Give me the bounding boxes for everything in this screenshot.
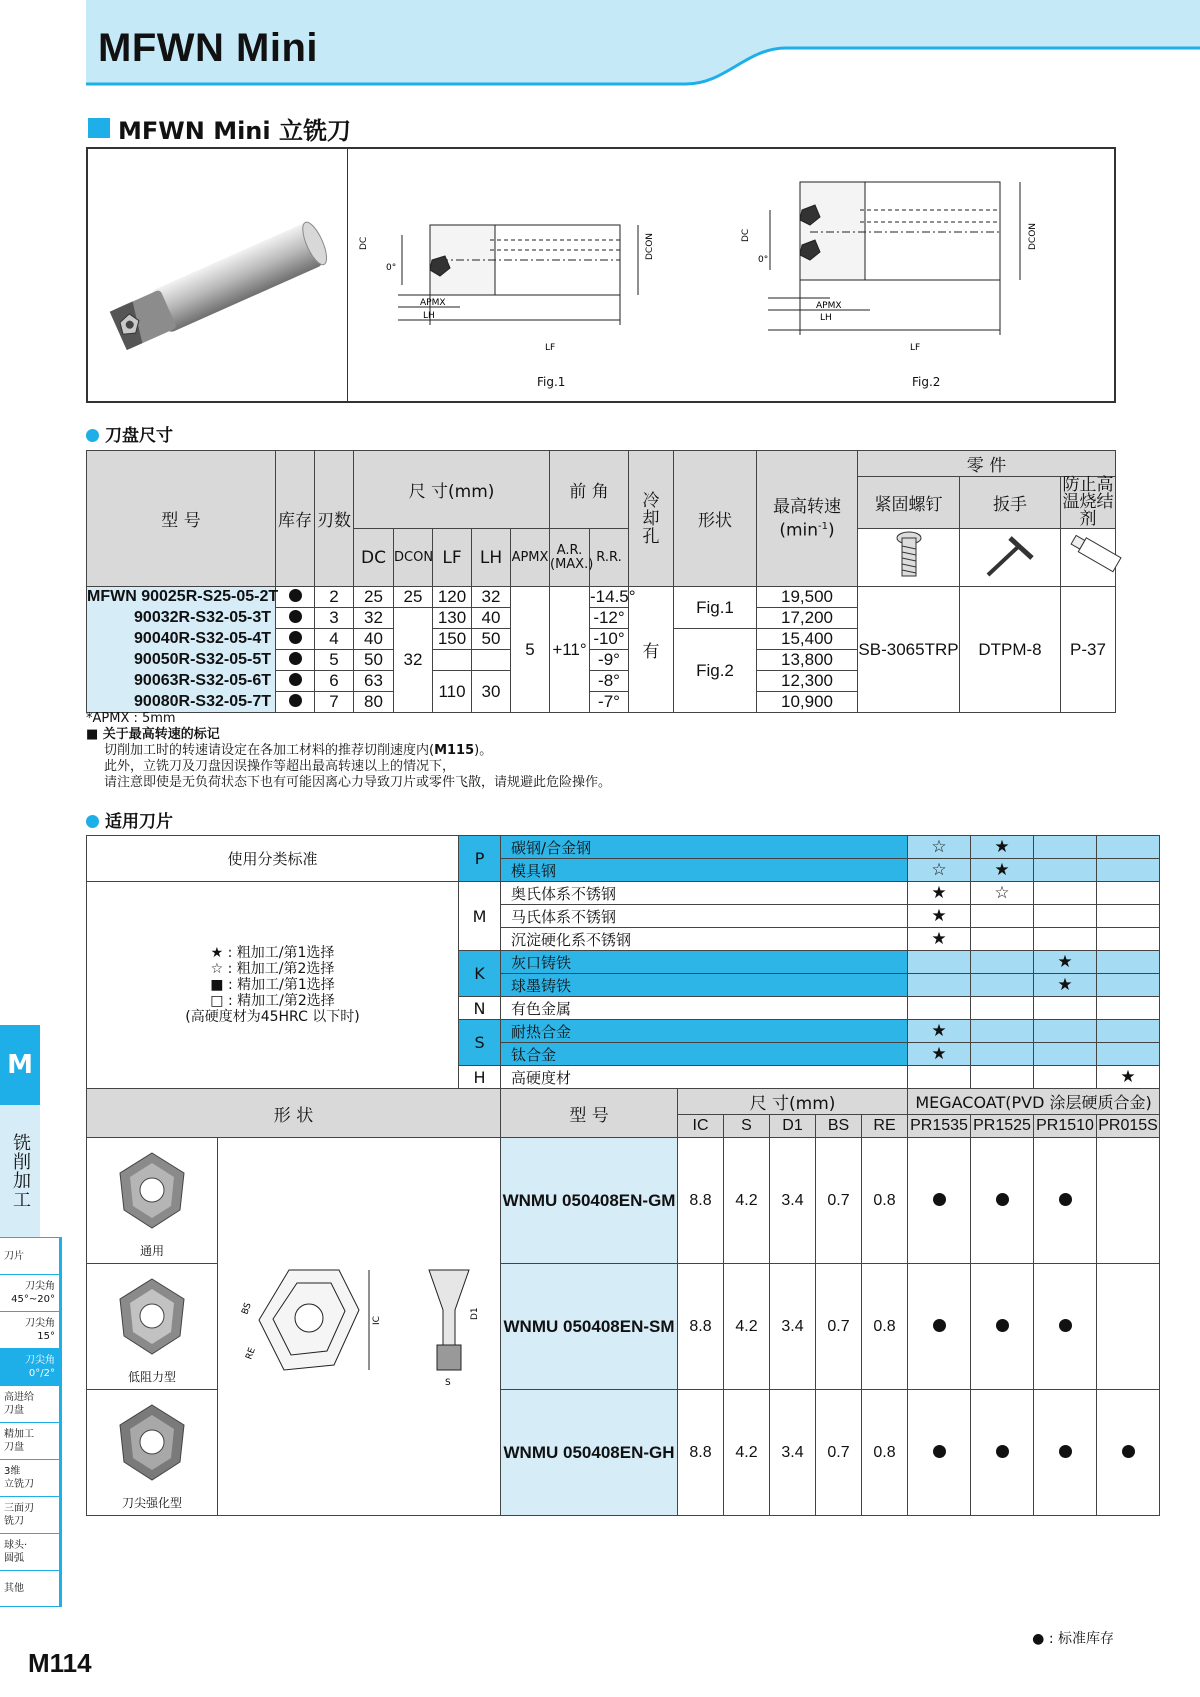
stock-dot bbox=[971, 1138, 1034, 1264]
cell-lf: 120 bbox=[433, 587, 472, 608]
note-line1: 切削加工时的转速请设定在各加工材料的推荐切削速度内(M115)。 bbox=[104, 743, 493, 758]
rating-cell bbox=[971, 1066, 1034, 1089]
th-antiseize: 防止高温烧结剂 bbox=[1062, 475, 1114, 529]
fig2-apmx-label: APMX bbox=[816, 301, 842, 311]
rating-cell bbox=[971, 1020, 1034, 1043]
rating-cell bbox=[908, 1066, 971, 1089]
svg-text:BS: BS bbox=[240, 1301, 254, 1316]
fig2-caption: Fig.2 bbox=[912, 375, 941, 389]
cell-rr: -7° bbox=[590, 692, 629, 713]
rating-cell: ☆ bbox=[971, 882, 1034, 905]
stock-dot bbox=[276, 692, 315, 713]
fig1-dc-label: DC bbox=[359, 236, 369, 250]
th-lf: LF bbox=[433, 529, 472, 587]
insert-caption: 刀尖强化型 bbox=[121, 1496, 182, 1510]
th-s: S bbox=[724, 1115, 770, 1138]
stock-dot bbox=[1034, 1264, 1097, 1390]
rating-cell bbox=[1034, 882, 1097, 905]
bullet-icon bbox=[86, 815, 99, 828]
cutter-table bbox=[86, 450, 1116, 713]
note-title: ■ 关于最高转速的标记 bbox=[86, 727, 220, 742]
th-shape: 形 状 bbox=[87, 1089, 501, 1138]
rating-cell bbox=[1097, 882, 1160, 905]
legend: ★ : 粗加工/第1选择 ☆ : 粗加工/第2选择 ■ : 精加工/第1选择 □ : 精加工/第2选择 (高硬度材为45HRC 以下时) bbox=[87, 882, 459, 1089]
cell-flutes: 5 bbox=[315, 650, 354, 671]
cell-rr: -10° bbox=[590, 629, 629, 650]
stock-empty bbox=[1097, 1264, 1160, 1390]
material-name: 沉淀硬化系不锈钢 bbox=[501, 928, 908, 951]
sidebar-category: 铣削加工 bbox=[0, 1105, 40, 1237]
bullet-icon bbox=[86, 429, 99, 442]
cell-lf: 110 bbox=[433, 671, 472, 713]
fig1-angle-label: 0° bbox=[386, 263, 397, 273]
rating-cell bbox=[1097, 997, 1160, 1020]
rating-cell bbox=[1034, 1043, 1097, 1066]
cell-ar: +11° bbox=[550, 587, 590, 713]
th-screw: 紧固螺钉 bbox=[858, 477, 960, 529]
fig1-apmx-label: APMX bbox=[420, 298, 446, 308]
sidebar-menu bbox=[0, 1237, 62, 1607]
cell-s: 4.2 bbox=[724, 1264, 770, 1390]
fig2-angle-label: 0° bbox=[758, 255, 769, 265]
page-number: M114 bbox=[28, 1648, 92, 1678]
rating-cell: ★ bbox=[1097, 1066, 1160, 1089]
th-parts: 零 件 bbox=[858, 451, 1116, 477]
cell-dcon: 32 bbox=[394, 608, 433, 713]
cell-rr: -8° bbox=[590, 671, 629, 692]
rating-cell bbox=[1097, 905, 1160, 928]
rating-cell bbox=[1097, 836, 1160, 859]
cell-flutes: 6 bbox=[315, 671, 354, 692]
sidebar-item-finishing[interactable]: 精加工 刀盘 bbox=[0, 1422, 59, 1459]
sidebar-item-other[interactable]: 其他 bbox=[0, 1570, 59, 1607]
sidebar-item-3d-endmill[interactable]: 3维 立铣刀 bbox=[0, 1459, 59, 1496]
stock-dot bbox=[971, 1264, 1034, 1390]
th-stock: 库存 bbox=[276, 451, 315, 587]
fig1-caption: Fig.1 bbox=[537, 375, 566, 389]
th-apmx: APMX bbox=[511, 529, 550, 587]
cell-rr: -14.5° bbox=[590, 587, 636, 606]
note-line2: 此外，立铣刀及刀盘因误操作等超出最高转速以上的情况下， bbox=[104, 759, 456, 774]
cell-rr: -12° bbox=[590, 608, 629, 629]
wrench-icon bbox=[960, 529, 1061, 587]
sidebar-item-side-cutter[interactable]: 三面刃 铣刀 bbox=[0, 1496, 59, 1533]
cell-re: 0.8 bbox=[862, 1138, 908, 1264]
rating-cell bbox=[1097, 928, 1160, 951]
fig1-dcon-label: DCON bbox=[645, 232, 655, 260]
th-bs: BS bbox=[816, 1115, 862, 1138]
cell-s: 4.2 bbox=[724, 1390, 770, 1516]
insert-table-heading: 适用刀片 bbox=[86, 807, 173, 832]
endmill-photo bbox=[95, 215, 335, 365]
rating-cell bbox=[971, 1043, 1034, 1066]
group-n: N bbox=[459, 997, 501, 1020]
th-model: 型 号 bbox=[87, 451, 276, 587]
cell-shape-fig2: Fig.2 bbox=[674, 629, 757, 713]
rating-cell bbox=[908, 951, 971, 974]
stock-dot bbox=[276, 608, 315, 629]
th-dimensions: 尺 寸(mm) bbox=[354, 451, 550, 529]
cell-ic: 8.8 bbox=[678, 1138, 724, 1264]
rating-cell bbox=[971, 928, 1034, 951]
rating-cell: ★ bbox=[908, 905, 971, 928]
cell-rpm: 15,400 bbox=[757, 629, 858, 650]
rating-cell: ★ bbox=[908, 928, 971, 951]
rating-cell bbox=[1034, 997, 1097, 1020]
cell-flutes: 2 bbox=[315, 587, 354, 608]
cell-apmx: 5 bbox=[511, 587, 550, 713]
sidebar-item-ball-nose[interactable]: 球头· 圆弧 bbox=[0, 1533, 59, 1570]
insert-diagram bbox=[218, 1138, 501, 1516]
th-grade-pr1535: PR1535 bbox=[908, 1115, 971, 1138]
insert-image-cell bbox=[87, 1390, 218, 1516]
th-rake: 前 角 bbox=[550, 451, 629, 529]
antiseize-tube-icon bbox=[1061, 529, 1116, 587]
th-grade-pr1510: PR1510 bbox=[1034, 1115, 1097, 1138]
section-title: MFWN Mini 立铣刀 bbox=[118, 117, 351, 145]
cell-bs: 0.7 bbox=[816, 1138, 862, 1264]
cell-d1: 3.4 bbox=[770, 1138, 816, 1264]
sidebar-item-15[interactable]: 刀尖角 15° bbox=[0, 1311, 59, 1348]
sidebar-tab-m[interactable]: M bbox=[0, 1025, 40, 1105]
th-wrench: 扳手 bbox=[960, 477, 1061, 529]
material-name: 耐热合金 bbox=[501, 1020, 908, 1043]
cell-rpm: 19,500 bbox=[757, 587, 858, 608]
insert-image-cell bbox=[87, 1264, 218, 1390]
group-k: K bbox=[459, 951, 501, 997]
fig2-dcon-label: DCON bbox=[1028, 222, 1038, 250]
group-p: P bbox=[459, 836, 501, 882]
fig2-lf-label: LF bbox=[910, 343, 921, 353]
cell-flutes: 7 bbox=[315, 692, 354, 713]
group-m: M bbox=[459, 882, 501, 951]
th-insert-dims: 尺 寸(mm) bbox=[678, 1089, 908, 1115]
material-name: 球墨铸铁 bbox=[501, 974, 908, 997]
stock-dot bbox=[1034, 1390, 1097, 1516]
fig2-dc-label: DC bbox=[741, 228, 751, 242]
th-grade-pr015s: PR015S bbox=[1097, 1115, 1160, 1138]
row-model: MFWN 90025R-S25-05-2T bbox=[87, 587, 276, 608]
rating-cell: ☆ bbox=[908, 836, 971, 859]
cell-rpm: 10,900 bbox=[757, 692, 858, 713]
stock-dot bbox=[971, 1390, 1034, 1516]
rating-cell: ★ bbox=[1034, 974, 1097, 997]
rating-cell: ★ bbox=[908, 1043, 971, 1066]
svg-text:D1: D1 bbox=[470, 1306, 480, 1320]
svg-text:RE: RE bbox=[244, 1345, 258, 1361]
cell-shape-fig1: Fig.1 bbox=[674, 587, 757, 629]
row-model: 90080R-S32-05-7T bbox=[87, 692, 276, 713]
rating-cell bbox=[1034, 836, 1097, 859]
cell-dc: 80 bbox=[354, 692, 394, 713]
stock-dot bbox=[276, 629, 315, 650]
cutter-table-heading: 刀盘尺寸 bbox=[86, 421, 173, 446]
rating-cell bbox=[908, 974, 971, 997]
cell-rr: -9° bbox=[590, 650, 629, 671]
th-shape: 形状 bbox=[674, 451, 757, 587]
stock-dot bbox=[1097, 1390, 1160, 1516]
group-h: H bbox=[459, 1066, 501, 1089]
material-name: 马氏体系不锈钢 bbox=[501, 905, 908, 928]
cell-bs: 0.7 bbox=[816, 1264, 862, 1390]
insert-dimension-drawing bbox=[229, 1255, 489, 1395]
stock-dot bbox=[276, 587, 315, 608]
cell-d1: 3.4 bbox=[770, 1390, 816, 1516]
th-ar: A.R. (MAX.) bbox=[550, 529, 590, 587]
cell-lf: 150 bbox=[433, 629, 472, 650]
material-name: 灰口铸铁 bbox=[501, 951, 908, 974]
cell-lh: 30 bbox=[472, 671, 511, 713]
cell-lh: 50 bbox=[472, 629, 511, 650]
cell-lf: 130 bbox=[433, 608, 472, 629]
sidebar-item-0-2[interactable]: 刀尖角 0°/2° bbox=[0, 1348, 59, 1385]
stock-dot bbox=[1034, 1138, 1097, 1264]
rating-cell bbox=[1034, 1066, 1097, 1089]
cell-wrench: DTPM-8 bbox=[960, 587, 1061, 713]
cell-re: 0.8 bbox=[862, 1264, 908, 1390]
cell-dc: 50 bbox=[354, 650, 394, 671]
rating-cell bbox=[1097, 974, 1160, 997]
rating-cell bbox=[1034, 928, 1097, 951]
insert-table bbox=[86, 835, 1160, 1516]
row-model: 90063R-S32-05-6T bbox=[87, 671, 276, 692]
row-model: 90040R-S32-05-4T bbox=[87, 629, 276, 650]
insert-model: WNMU 050408EN-SM bbox=[501, 1264, 678, 1390]
notes bbox=[86, 711, 611, 791]
svg-text:S: S bbox=[445, 1377, 451, 1388]
insert-image-cell bbox=[87, 1138, 218, 1264]
section-marker bbox=[88, 118, 110, 138]
rating-cell: ☆ bbox=[908, 859, 971, 882]
rating-cell: ★ bbox=[908, 882, 971, 905]
rating-cell bbox=[1097, 951, 1160, 974]
fig2-drawing bbox=[730, 170, 1100, 360]
cell-rpm: 17,200 bbox=[757, 608, 858, 629]
stock-dot bbox=[908, 1264, 971, 1390]
th-coolant: 冷却孔 bbox=[629, 451, 674, 587]
cell-coolant: 有 bbox=[629, 587, 674, 713]
rating-cell: ★ bbox=[1034, 951, 1097, 974]
th-ic: IC bbox=[678, 1115, 724, 1138]
stock-dot bbox=[276, 671, 315, 692]
sidebar-item-high-feed[interactable]: 高进给 刀盘 bbox=[0, 1385, 59, 1422]
th-d1: D1 bbox=[770, 1115, 816, 1138]
fig1-drawing bbox=[350, 210, 720, 360]
insert-model: WNMU 050408EN-GM bbox=[501, 1138, 678, 1264]
rating-cell bbox=[971, 974, 1034, 997]
note-apmx: *APMX : 5mm bbox=[86, 711, 176, 726]
cell-rpm: 12,300 bbox=[757, 671, 858, 692]
insert-model: WNMU 050408EN-GH bbox=[501, 1390, 678, 1516]
material-name: 高硬度材 bbox=[501, 1066, 908, 1089]
insert-caption: 低阻力型 bbox=[127, 1370, 176, 1384]
cell-lh: 40 bbox=[472, 608, 511, 629]
screw-icon bbox=[858, 529, 960, 587]
th-insert-model: 型 号 bbox=[501, 1089, 678, 1138]
cell-re: 0.8 bbox=[862, 1390, 908, 1516]
th-re: RE bbox=[862, 1115, 908, 1138]
material-name: 奥氏体系不锈钢 bbox=[501, 882, 908, 905]
cell-dc: 25 bbox=[354, 587, 394, 608]
cell-rpm: 13,800 bbox=[757, 650, 858, 671]
stock-dot bbox=[908, 1138, 971, 1264]
rating-cell bbox=[908, 997, 971, 1020]
insert-sm-icon bbox=[112, 1274, 192, 1364]
cell-ic: 8.8 bbox=[678, 1264, 724, 1390]
rating-cell bbox=[1097, 859, 1160, 882]
material-name: 钛合金 bbox=[501, 1043, 908, 1066]
th-lh: LH bbox=[472, 529, 511, 587]
rating-cell bbox=[1034, 905, 1097, 928]
cell-flutes: 3 bbox=[315, 608, 354, 629]
th-grade-pr1525: PR1525 bbox=[971, 1115, 1034, 1138]
cell-bs: 0.7 bbox=[816, 1390, 862, 1516]
cell-dcon: 25 bbox=[394, 587, 433, 608]
th-max-rpm: 最高转速 $(\min^{-1})$ bbox=[757, 451, 858, 587]
stock-empty bbox=[1097, 1138, 1160, 1264]
rating-cell bbox=[1097, 1043, 1160, 1066]
row-model: 90032R-S32-05-3T bbox=[87, 608, 276, 629]
material-name: 有色金属 bbox=[501, 997, 908, 1020]
stock-dot bbox=[276, 650, 315, 671]
svg-text:IC: IC bbox=[372, 1315, 382, 1325]
stock-dot bbox=[908, 1390, 971, 1516]
cell-flutes: 4 bbox=[315, 629, 354, 650]
insert-gh-icon bbox=[112, 1400, 192, 1490]
rating-cell: ★ bbox=[971, 859, 1034, 882]
th-dc: DC bbox=[354, 529, 394, 587]
row-model: 90050R-S32-05-5T bbox=[87, 650, 276, 671]
class-standard-label: 使用分类标准 bbox=[87, 836, 459, 882]
cell-s: 4.2 bbox=[724, 1138, 770, 1264]
rating-cell bbox=[971, 951, 1034, 974]
insert-caption: 通用 bbox=[139, 1244, 164, 1258]
group-s: S bbox=[459, 1020, 501, 1066]
fig1-lh-label: LH bbox=[423, 311, 435, 321]
page-title: MFWN Mini bbox=[98, 26, 318, 70]
fig2-lh-label: LH bbox=[820, 313, 832, 323]
cell-lh-empty bbox=[472, 650, 511, 671]
rating-cell: ★ bbox=[908, 1020, 971, 1043]
cell-screw: SB-3065TRP bbox=[858, 587, 960, 713]
insert-gm-icon bbox=[112, 1148, 192, 1238]
stock-legend: ● : 标准库存 bbox=[1032, 1631, 1114, 1647]
th-rr: R.R. bbox=[590, 529, 629, 587]
cell-dc: 63 bbox=[354, 671, 394, 692]
material-name: 模具钢 bbox=[501, 859, 908, 882]
cell-ic: 8.8 bbox=[678, 1390, 724, 1516]
material-name: 碳钢/合金钢 bbox=[501, 836, 908, 859]
sidebar-item-inserts[interactable]: 刀片 bbox=[0, 1237, 59, 1274]
cell-lh: 32 bbox=[472, 587, 511, 608]
rating-cell bbox=[971, 905, 1034, 928]
cell-dc: 40 bbox=[354, 629, 394, 650]
sidebar-item-45-20[interactable]: 刀尖角 45°~20° bbox=[0, 1274, 59, 1311]
rating-cell bbox=[971, 997, 1034, 1020]
cell-antiseize: P-37 bbox=[1061, 587, 1116, 713]
rating-cell bbox=[1034, 859, 1097, 882]
th-dcon: DCON bbox=[394, 529, 433, 587]
cell-dc: 32 bbox=[354, 608, 394, 629]
rating-cell bbox=[1034, 1020, 1097, 1043]
cell-d1: 3.4 bbox=[770, 1264, 816, 1390]
note-line3: 请注意即使是无负荷状态下也有可能因离心力导致刀片或零件飞散，请规避此危险操作。 bbox=[104, 775, 612, 790]
rating-cell bbox=[1097, 1020, 1160, 1043]
figure-divider bbox=[347, 147, 348, 403]
th-flutes: 刃数 bbox=[315, 451, 354, 587]
rating-cell: ★ bbox=[971, 836, 1034, 859]
fig1-lf-label: LF bbox=[545, 343, 556, 353]
cell-lf-empty bbox=[433, 650, 472, 671]
th-grade: MEGACOAT(PVD 涂层硬质合金) bbox=[908, 1089, 1160, 1115]
